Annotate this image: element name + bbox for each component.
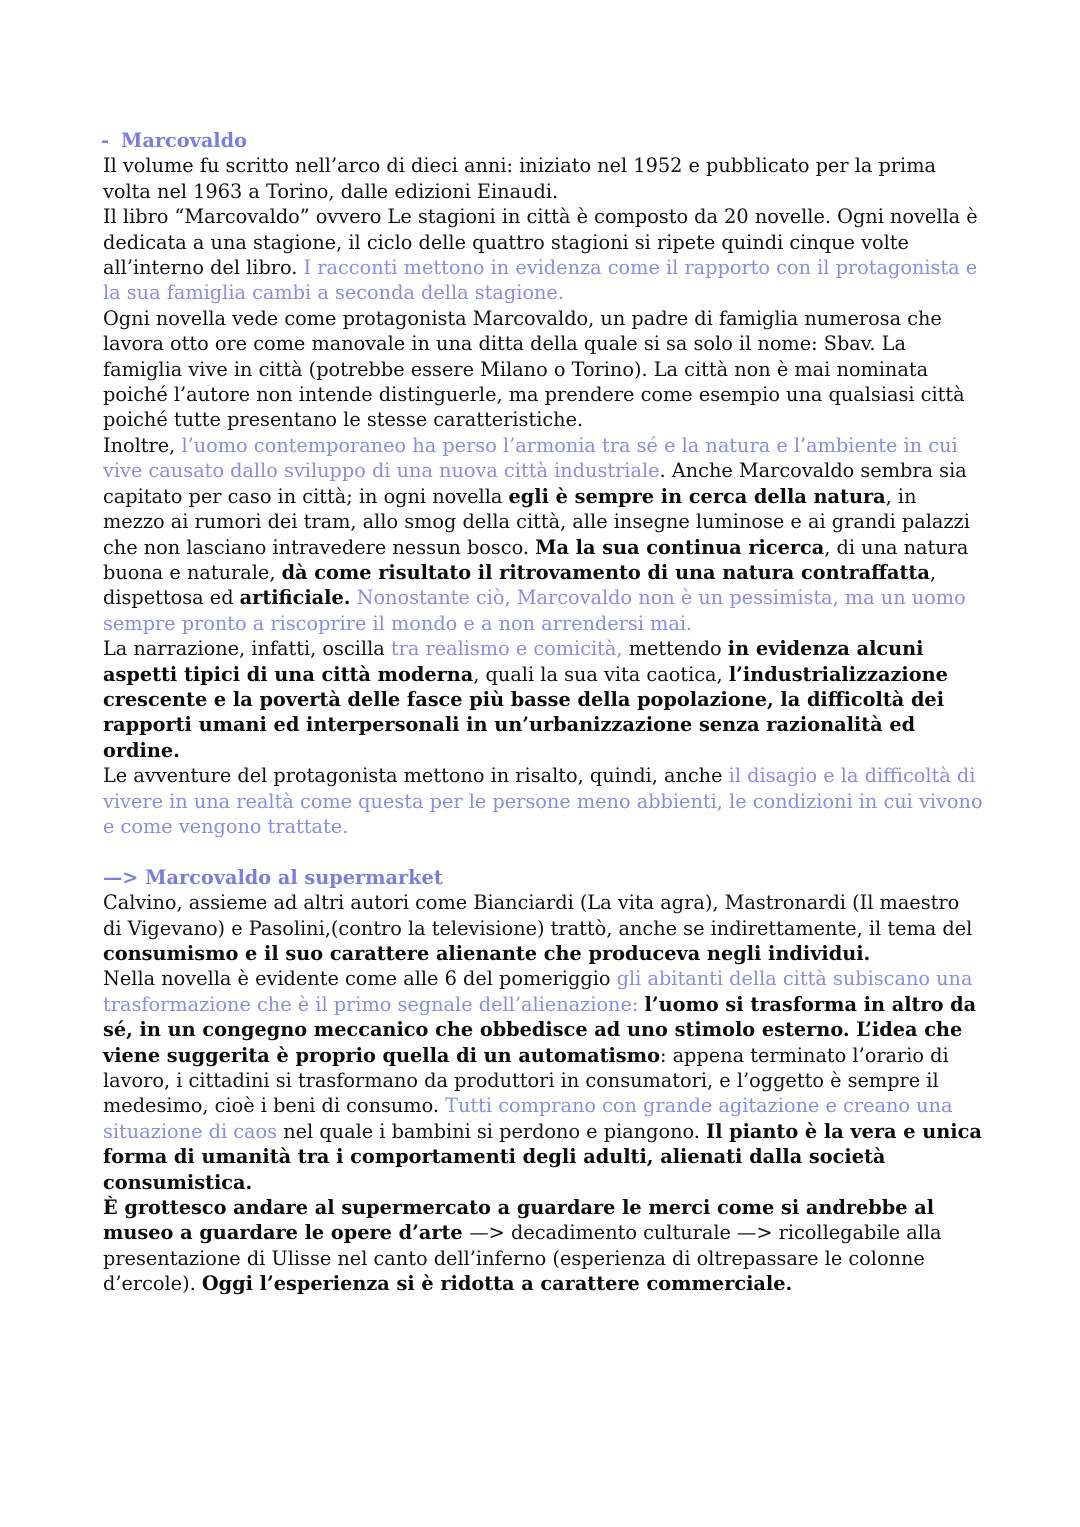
paragraph <box>103 890 983 966</box>
body-text: Ogni novella vede come protagonista Marcovaldo, un padre di famiglia numerosa che lavora otto ore come manovale in una ditta della quale si sa solo il nome: Sbav. La famiglia vive in città (potrebbe essere Milano o Torino). La città non è mai nominata poiché l’autore non intende distinguerle, ma prendere come esempio una qualsiasi città poiché tutte presentano le stesse caratteristiche. <box>103 306 965 432</box>
paragraph <box>103 636 983 763</box>
section-gap <box>103 839 983 864</box>
highlighted-text: l’uomo contemporaneo ha perso l’armonia tra sé e la natura e l’ambiente in cui vive causato dallo sviluppo di una nuova città industriale <box>103 433 958 483</box>
body-text: Le avventure del protagonista mettono in risalto, quindi, anche <box>103 764 729 788</box>
emphasized-text: Oggi l’esperienza si è ridotta a carattere commerciale. <box>201 1272 793 1296</box>
emphasized-text: in evidenza alcuni aspetti tipici di una città moderna <box>103 637 924 686</box>
document-page <box>103 128 983 1297</box>
highlighted-text: Nonostante ciò, Marcovaldo non è un pessimista, ma un uomo sempre pronto a riscoprire il mondo e a non arrendersi mai. <box>103 586 966 635</box>
body-text: La narrazione, infatti, oscilla <box>103 637 391 661</box>
body-text: , in mezzo ai rumori dei tram, allo smog della città, alle insegne luminose e ai grandi palazzi che non lasciano intravedere nessun bosco. <box>103 484 970 559</box>
body-text: nel quale i bambini si perdono e piangono. <box>277 1119 707 1143</box>
body-text: —> decadimento culturale —> ricollegabile alla presentazione di Ulisse nel canto dell’inferno (esperienza di oltrepassare le colonne d’ercole). <box>103 1221 942 1296</box>
section-body-marcovaldo <box>103 153 983 839</box>
emphasized-text: artificiale. <box>239 586 351 610</box>
section-dash: - <box>101 129 110 152</box>
highlighted-text: tra realismo e comicità, <box>390 637 623 661</box>
emphasized-text: consumismo e il suo carattere alienante che produceva negli individui. <box>103 941 871 965</box>
body-text: Calvino, assieme ad altri autori come Bianciardi (La vita agra), Mastronardi (Il maestro di Vigevano) e Pasolini,(contro la televisione) trattò, anche se indirettamente, il tema del <box>103 891 973 940</box>
paragraph <box>103 204 983 306</box>
paragraph <box>103 306 983 433</box>
emphasized-text: dà come risultato il ritrovamento di una natura contraffatta <box>281 560 930 584</box>
body-text: mettendo <box>622 637 728 661</box>
highlighted-text: il disagio e la difficoltà di vivere in una realtà come questa per le persone meno abbienti, le condizioni in cui vivono e come vengono trattate. <box>103 764 983 838</box>
emphasized-text: l’uomo si trasforma in altro da sé, in un congegno meccanico che obbedisce ad uno stimolo esterno. L’idea che viene suggerita è proprio quella di un automatismo <box>103 992 977 1067</box>
emphasized-text: Ma la sua continua ricerca <box>535 535 825 559</box>
section-title-supermarket: —> Marcovaldo al supermarket <box>103 865 443 889</box>
paragraph <box>103 153 983 204</box>
emphasized-text: È grottesco andare al supermercato a guardare le merci come si andrebbe al museo a guardare le opere d’arte <box>103 1196 935 1245</box>
section-title-text: Marcovaldo <box>121 129 247 152</box>
body-text: Il libro “Marcovaldo” ovvero Le stagioni in città è composto da 20 novelle. Ogni novella è dedicata a una stagione, il ciclo delle quattro stagioni si ripete quindi cinque volte all’interno del libro. <box>103 205 978 280</box>
emphasized-text: l’industrializzazione crescente e la povertà delle fasce più basse della popolazione, la difficoltà dei rapporti umani ed interpersonali in un’urbanizzazione senza razionalità ed ordine. <box>103 662 948 762</box>
body-text: , dispettosa ed <box>103 560 936 610</box>
body-text: . Anche Marcovaldo sembra sia capitato per caso in città; in ogni novella <box>103 459 967 508</box>
paragraph <box>103 433 983 636</box>
highlighted-text: I racconti mettono in evidenza come il rapporto con il protagonista e la sua famiglia cambi a seconda della stagione. <box>103 256 978 305</box>
section-title-marcovaldo <box>103 128 983 153</box>
body-text: , quali la sua vita caotica, <box>473 662 729 686</box>
body-text: Inoltre, <box>103 433 182 457</box>
paragraph <box>103 763 983 839</box>
highlighted-text: gli abitanti della città subiscano una trasformazione che è il primo segnale dell’alienazione: <box>103 967 973 1016</box>
emphasized-text: egli è sempre in cerca della natura <box>508 484 886 508</box>
highlighted-text: Tutti comprano con grande agitazione e creano una situazione di caos <box>103 1094 953 1143</box>
paragraph <box>103 966 983 1195</box>
body-text: Il volume fu scritto nell’arco di dieci anni: iniziato nel 1952 e pubblicato per la prima volta nel 1963 a Torino, dalle edizioni Einaudi. <box>103 154 937 203</box>
body-text: , di una natura buona e naturale, <box>103 535 969 584</box>
paragraph <box>103 1195 983 1297</box>
emphasized-text: Il pianto è la vera e unica forma di umanità tra i comportamenti degli adulti, alienati dalla società consumistica. <box>103 1119 982 1194</box>
body-text: Nella novella è evidente come alle 6 del pomeriggio <box>103 967 617 991</box>
body-text: : appena terminato l’orario di lavoro, i cittadini si trasformano da produttori in consumatori, e l’oggetto è sempre il medesimo, cioè i beni di consumo. <box>103 1043 949 1118</box>
section-body-supermarket <box>103 890 983 1297</box>
